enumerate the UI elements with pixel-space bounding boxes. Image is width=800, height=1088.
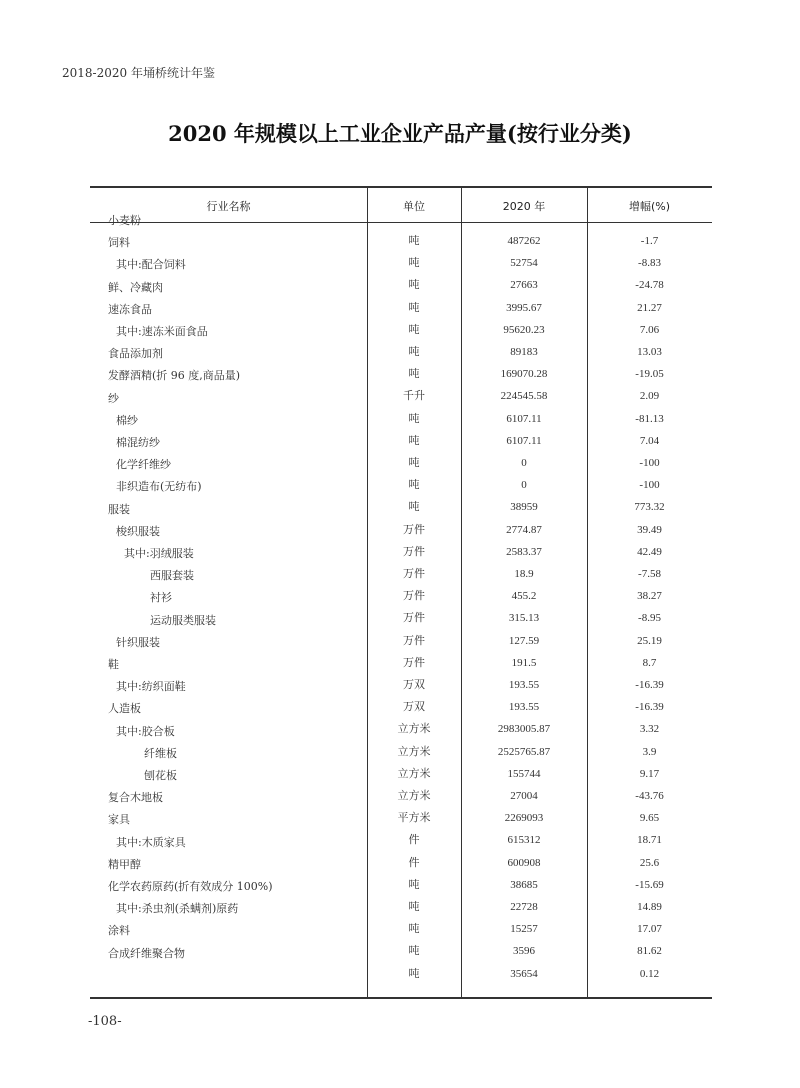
industry-name: 棉混纺纱	[116, 436, 160, 449]
unit-cell: 吨	[408, 434, 420, 447]
value-2020-cell: 487262	[507, 235, 541, 247]
industry-name: 化学纤维纱	[116, 458, 171, 472]
growth-cell: 7.06	[639, 323, 660, 336]
value-2020-cell: 315.13	[508, 612, 540, 625]
industry-name: 其中:配合饲料	[116, 258, 186, 272]
unit-cell: 吨	[408, 501, 420, 514]
value-2020-cell: 600908	[507, 856, 541, 869]
value-2020-cell: 52754	[510, 257, 538, 270]
unit-cell: 吨	[408, 323, 420, 336]
unit-cell: 件	[408, 856, 420, 869]
industry-name: 化学农药原药(折有效成分 100%)	[108, 880, 273, 893]
value-2020-cell: 18.9	[514, 568, 534, 580]
page-title: 2020 年规模以上工业企业产品产量(按行业分类)	[168, 121, 632, 146]
growth-cell: 773.32	[634, 501, 665, 514]
growth-cell: 3.9	[642, 745, 657, 758]
unit-cell: 万双	[403, 701, 425, 714]
industry-name: 其中:木质家具	[116, 835, 186, 849]
growth-cell: 0.12	[639, 967, 660, 980]
growth-cell: 9.17	[639, 767, 660, 780]
value-2020-cell: 2583.37	[506, 545, 542, 558]
industry-name: 速冻食品	[108, 302, 152, 316]
industry-name: 其中:胶合板	[116, 724, 175, 738]
industry-name: 棉纱	[116, 413, 138, 427]
industry-name: 其中:纺织面鞋	[116, 680, 186, 694]
value-2020-cell: 455.2	[511, 590, 537, 603]
header-bottom-rule	[90, 222, 712, 223]
unit-cell: 吨	[408, 279, 420, 292]
industry-name: 鲜、冷藏肉	[108, 280, 163, 294]
value-2020-cell: 27663	[510, 279, 538, 292]
header-unit: 单位	[403, 200, 425, 213]
industry-name: 合成纤维聚合物	[108, 946, 185, 960]
industry-name: 复合木地板	[108, 791, 163, 805]
growth-cell: -1.7	[640, 235, 659, 247]
unit-cell: 吨	[408, 479, 420, 492]
unit-cell: 万件	[403, 568, 425, 580]
value-2020-cell: 35654	[510, 967, 538, 980]
growth-cell: 21.27	[637, 301, 662, 314]
unit-cell: 万件	[403, 656, 425, 669]
unit-cell: 立方米	[397, 723, 431, 736]
industry-name: 纱	[108, 391, 119, 405]
growth-cell: -16.39	[635, 679, 664, 691]
unit-cell: 吨	[408, 967, 420, 980]
header-industry-name: 行业名称	[206, 200, 251, 213]
unit-cell: 吨	[408, 457, 420, 469]
growth-cell: -100	[639, 479, 660, 492]
industry-name: 饲料	[108, 236, 130, 250]
unit-cell: 万件	[403, 545, 425, 558]
unit-cell: 立方米	[397, 790, 431, 802]
unit-cell: 千升	[403, 390, 425, 403]
value-2020-cell: 89183	[510, 346, 538, 358]
growth-cell: 14.89	[637, 901, 662, 913]
industry-name: 其中:杀虫剂(杀螨剂)原药	[116, 902, 239, 916]
growth-cell: -8.95	[638, 612, 661, 625]
value-2020-cell: 169070.28	[500, 368, 548, 381]
growth-cell: 8.7	[642, 656, 657, 669]
industry-name: 西服套装	[150, 569, 194, 583]
growth-cell: 38.27	[637, 590, 662, 603]
table-row	[90, 214, 712, 252]
unit-cell: 万件	[403, 523, 425, 536]
unit-cell: 立方米	[397, 745, 431, 758]
header-year-2020: 2020 年	[502, 200, 546, 213]
growth-cell: 39.49	[637, 523, 662, 536]
value-2020-cell: 95620.23	[503, 323, 545, 336]
industry-name: 食品添加剂	[108, 347, 163, 361]
unit-cell: 吨	[408, 923, 420, 936]
industry-name: 服装	[108, 502, 130, 516]
value-2020-cell: 6107.11	[506, 434, 542, 447]
industry-name: 小麦粉	[108, 214, 141, 227]
value-2020-cell: 615312	[507, 834, 541, 847]
growth-cell: -15.69	[635, 878, 664, 891]
industry-name: 鞋	[108, 658, 119, 671]
industry-name: 精甲醇	[108, 857, 141, 871]
value-2020-cell: 15257	[510, 923, 538, 936]
value-2020-cell: 0	[521, 457, 527, 469]
industry-name: 其中:速冻米面食品	[116, 325, 208, 338]
unit-cell: 万件	[403, 612, 425, 625]
growth-cell: 18.71	[637, 834, 662, 847]
growth-cell: -24.78	[635, 279, 664, 292]
value-2020-cell: 38685	[510, 878, 538, 891]
unit-cell: 吨	[408, 346, 420, 358]
growth-cell: 13.03	[637, 346, 662, 358]
running-head: 2018-2020 年埇桥统计年鉴	[62, 66, 215, 80]
value-2020-cell: 155744	[507, 767, 541, 780]
value-2020-cell: 2983005.87	[497, 723, 551, 736]
industry-name: 其中:羽绒服装	[124, 547, 194, 560]
growth-cell: 3.32	[639, 723, 660, 736]
industry-name: 刨花板	[144, 769, 177, 782]
growth-cell: -100	[639, 457, 660, 469]
unit-cell: 吨	[408, 301, 420, 314]
value-2020-cell: 3596	[513, 945, 535, 958]
value-2020-cell: 22728	[510, 901, 538, 913]
industry-name: 纤维板	[144, 746, 177, 760]
growth-cell: 42.49	[637, 545, 662, 558]
industry-name: 发酵酒精(折 96 度,商品量)	[108, 369, 241, 383]
industry-name: 人造板	[108, 702, 141, 716]
unit-cell: 件	[408, 834, 420, 847]
unit-cell: 吨	[408, 368, 420, 381]
industry-name: 非织造布(无纺布)	[116, 480, 202, 494]
unit-cell: 万双	[403, 679, 425, 691]
unit-cell: 吨	[408, 945, 420, 958]
industry-name: 家具	[108, 813, 130, 827]
unit-cell: 立方米	[397, 767, 431, 780]
unit-cell: 吨	[408, 235, 420, 247]
growth-cell: -81.13	[635, 412, 664, 425]
value-2020-cell: 224545.58	[500, 390, 548, 403]
value-2020-cell: 127.59	[508, 634, 540, 647]
value-2020-cell: 38959	[510, 501, 538, 514]
industry-name: 针织服装	[116, 635, 160, 649]
unit-cell: 万件	[403, 634, 425, 647]
value-2020-cell: 0	[521, 479, 527, 492]
growth-cell: 25.6	[639, 856, 660, 869]
value-2020-cell: 2774.87	[506, 523, 542, 536]
value-2020-cell: 193.55	[508, 701, 540, 714]
growth-cell: 25.19	[637, 634, 662, 647]
industry-name: 衬衫	[150, 591, 172, 605]
value-2020-cell: 3995.67	[506, 301, 542, 314]
unit-cell: 吨	[408, 878, 420, 891]
growth-cell: -16.39	[635, 701, 664, 714]
growth-cell: -8.83	[638, 257, 661, 270]
growth-cell: 2.09	[639, 390, 660, 403]
industry-name: 梭织服装	[116, 524, 160, 538]
value-2020-cell: 6107.11	[506, 412, 542, 425]
value-2020-cell: 27004	[510, 790, 538, 802]
industry-name: 运动服类服装	[150, 613, 216, 627]
header-growth: 增幅(%)	[628, 200, 671, 213]
value-2020-cell: 2269093	[504, 812, 544, 825]
growth-cell: 9.65	[639, 812, 660, 825]
unit-cell: 万件	[403, 590, 425, 603]
industry-name: 涂料	[108, 924, 130, 938]
unit-cell: 吨	[408, 257, 420, 270]
growth-cell: 81.62	[637, 945, 662, 958]
page-number: -108-	[88, 1014, 122, 1029]
growth-cell: -7.58	[638, 568, 661, 580]
table-row	[90, 680, 712, 718]
table-top-rule	[90, 186, 712, 188]
unit-cell: 平方米	[397, 812, 431, 825]
table-bottom-rule	[90, 997, 712, 999]
growth-cell: 7.04	[639, 434, 660, 447]
value-2020-cell: 2525765.87	[497, 745, 551, 758]
unit-cell: 吨	[408, 901, 420, 913]
growth-cell: -43.76	[635, 790, 664, 802]
growth-cell: -19.05	[635, 368, 664, 381]
growth-cell: 17.07	[637, 923, 662, 936]
value-2020-cell: 193.55	[508, 679, 540, 691]
value-2020-cell: 191.5	[511, 656, 537, 669]
unit-cell: 吨	[408, 412, 420, 425]
